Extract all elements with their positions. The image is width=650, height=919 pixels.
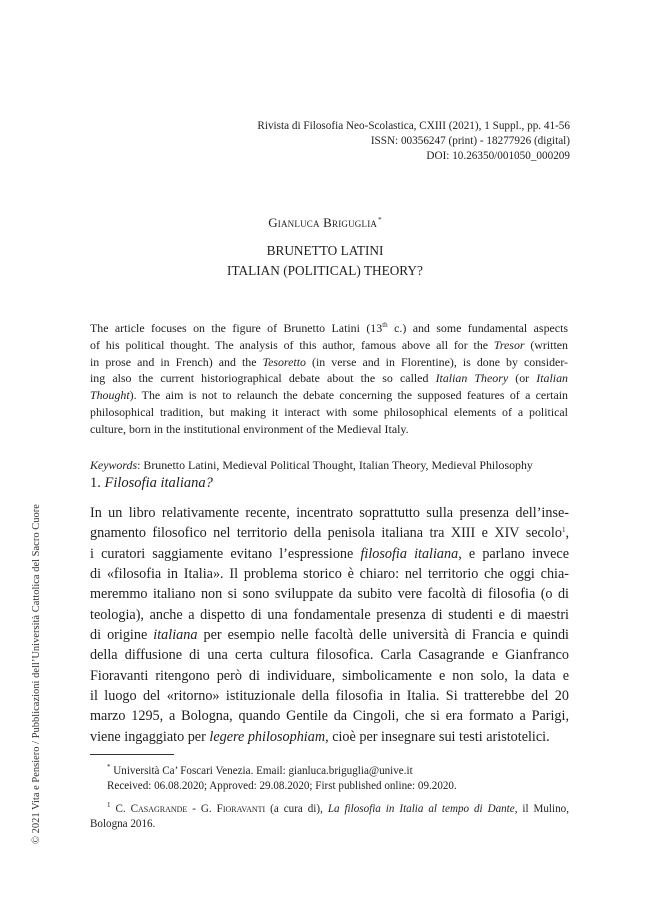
abstract-italic: Italian Theory xyxy=(435,371,509,386)
body-line xyxy=(90,584,569,604)
body-italic: italiana xyxy=(153,627,198,644)
abstract-text: c.) and some fundamental aspects xyxy=(387,321,568,335)
body-text: meremmo italiano non si sono sviluppate da subito vere facoltà di filosofia (o di xyxy=(90,586,569,603)
abstract-text: ). The aim is not to relaunch the debate concerning the supposed features of a certain xyxy=(129,388,568,403)
article-title xyxy=(0,241,650,281)
body-italic: legere philosophiam xyxy=(209,728,326,745)
body-italic: filosofia italiana xyxy=(360,545,459,562)
doi: DOI: 10.26350/001050_000209 xyxy=(426,150,570,163)
footnote-author-name: Casagrande xyxy=(130,802,188,815)
body-line xyxy=(90,706,569,726)
footnote-book-title: La filosofia in Italia al tempo di Dante xyxy=(327,802,515,815)
abstract-text: philosophical tradition, but making it interact with some philosophical elements of a political xyxy=(90,404,568,419)
body-line xyxy=(90,564,569,584)
body-text: della diffusione di una certa cultura filosofica. Carla Casagrande e Gianfranco xyxy=(90,647,569,664)
title-line-2: ITALIAN (POLITICAL) THEORY? xyxy=(227,263,423,278)
footnote-mark: * xyxy=(107,763,111,771)
superscript: th xyxy=(382,321,388,329)
abstract xyxy=(90,320,568,438)
footnote-text: , il Mulino, xyxy=(514,802,569,815)
body-text: di «filosofia in Italia». Il problema storico è chiaro: nel territorio che oggi chia- xyxy=(90,566,569,583)
footnote-dates: Received: 06.08.2020; Approved: 29.08.2020; First published online: 09.2020. xyxy=(107,780,457,793)
keywords-list: : Brunetto Latini, Medieval Political Thought, Italian Theory, Medieval Philosophy xyxy=(137,458,533,472)
body-text: per esempio nelle facoltà delle università di Francia e quindi xyxy=(197,627,569,644)
body-text: i curatori saggiamente evitano l’espressione xyxy=(90,545,361,562)
keywords xyxy=(90,457,568,474)
footnote-text: - G. xyxy=(187,802,217,815)
footnote-author xyxy=(90,764,569,795)
body-line xyxy=(90,645,569,665)
abstract-italic: Italian xyxy=(536,371,568,386)
abstract-italic: Thought xyxy=(90,388,130,403)
title-line-1: BRUNETTO LATINI xyxy=(266,243,384,258)
footnotes xyxy=(90,764,569,833)
footnote-line xyxy=(107,802,569,817)
author-name: Gianluca Briguglia xyxy=(268,215,378,230)
abstract-text: (in verse and in Florentine), is done by consider- xyxy=(305,354,569,369)
journal-header xyxy=(257,119,570,165)
footnote-affiliation: Università Ca’ Foscari Venezia. Email: gianluca.briguglia@unive.it xyxy=(110,765,413,777)
keywords-label: Keywords xyxy=(90,458,138,472)
abstract-text: (written xyxy=(524,337,568,352)
abstract-line xyxy=(90,421,568,438)
abstract-line xyxy=(90,354,568,371)
footnote-author-name: Fioravanti xyxy=(216,802,266,815)
body-text: gnamento filosofico nel territorio della penisola italiana tra XIII e XIV secolo xyxy=(90,525,562,542)
section-heading xyxy=(90,473,213,493)
body-text: Fioravanti ritengono però di individuare, simbolicamente e non solo, la data e xyxy=(90,667,569,684)
footnote-text: C. xyxy=(110,802,131,815)
footnote-line: Bologna 2016. xyxy=(90,818,156,831)
footnote-text: (a cura di), xyxy=(265,802,328,815)
body-line xyxy=(90,727,569,747)
body-paragraph xyxy=(90,503,569,747)
abstract-italic: Tesoretto xyxy=(262,354,306,369)
journal-citation: Rivista di Filosofia Neo-Scolastica, CXIII (2021), 1 Suppl., pp. 41-56 xyxy=(257,120,570,132)
body-line xyxy=(90,625,569,645)
abstract-text: (or xyxy=(508,371,537,386)
body-line xyxy=(90,503,569,523)
abstract-text: of his political thought. The analysis of this author, famous above all for the xyxy=(90,337,494,352)
body-text: di origine xyxy=(90,627,154,644)
author-note-mark: * xyxy=(378,216,382,224)
body-line xyxy=(90,666,569,686)
body-text: marzo 1295, a Bologna, quando Gentile da Cingoli, che si era formato a Parigi, xyxy=(90,708,569,725)
body-text: In un libro relativamente recente, incentrato soprattutto sulla presenza dell’inse- xyxy=(90,505,569,521)
body-text: il luogo del «ritorno» istituzionale della filosofia in Italia. Si tratterebbe del 20 xyxy=(90,688,569,705)
abstract-line xyxy=(90,387,568,404)
author-line xyxy=(0,215,650,231)
abstract-line xyxy=(90,320,568,337)
body-text: , xyxy=(565,525,569,542)
abstract-text: culture, born in the institutional environment of the Medieval Italy. xyxy=(90,421,409,436)
body-line xyxy=(90,605,569,625)
abstract-text: The article focuses on the figure of Brunetto Latini (13 xyxy=(90,321,383,335)
footnote-divider xyxy=(90,754,174,755)
abstract-line xyxy=(90,337,568,354)
body-text: , cioè per insegnare sui testi aristotelici. xyxy=(325,728,550,745)
body-text: viene ingaggiato per xyxy=(90,728,210,745)
body-text: teologia), anche a dispetto di una fondamentale presenza di studenti e di maestri xyxy=(90,606,569,623)
section-number: 1. xyxy=(90,475,105,491)
abstract-line xyxy=(90,404,568,421)
body-line xyxy=(90,686,569,706)
abstract-text: ing also the current historiographical debate about the so called xyxy=(90,371,436,386)
body-line xyxy=(90,544,569,564)
abstract-text: in prose and in French) and the xyxy=(90,354,263,369)
abstract-italic: Tresor xyxy=(493,337,525,352)
section-title: Filosofia italiana? xyxy=(104,475,213,491)
side-copyright: © 2021 Vita e Pensiero / Pubblicazioni dell’Università Cattolica del Sacro Cuore xyxy=(31,504,42,844)
issn: ISSN: 00356247 (print) - 18277926 (digital) xyxy=(370,135,570,148)
body-line xyxy=(90,523,569,543)
footnote-1 xyxy=(90,802,569,833)
body-text: , e parlano invece xyxy=(458,545,570,562)
abstract-line xyxy=(90,370,568,387)
footnote-ref[interactable]: 1 xyxy=(561,526,566,535)
footnote-mark: 1 xyxy=(107,800,111,809)
